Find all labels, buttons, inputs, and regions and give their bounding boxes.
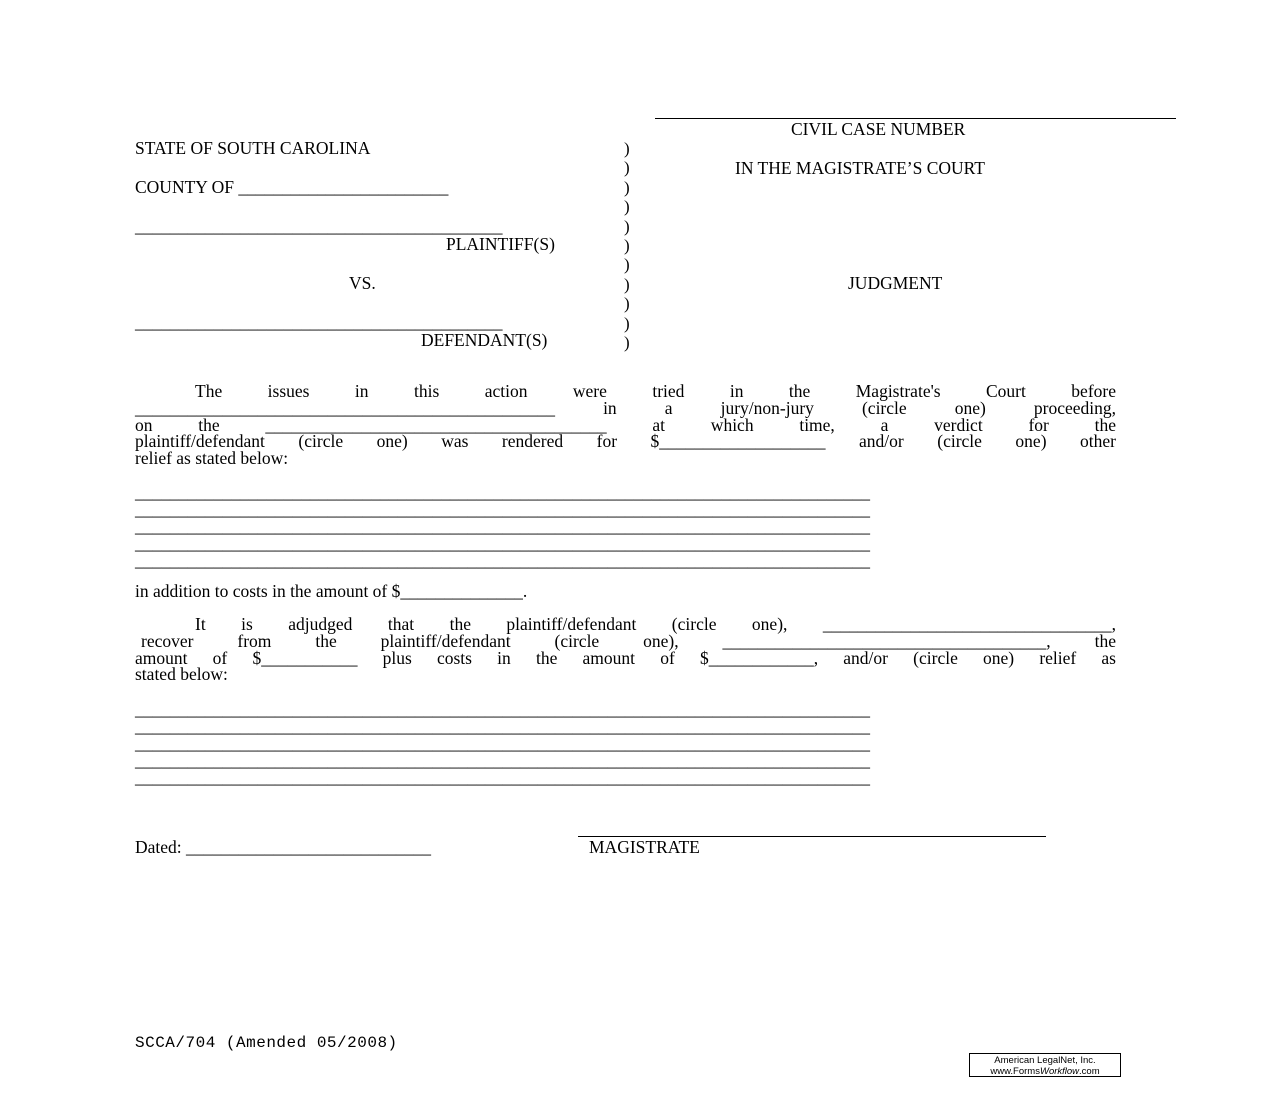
relief-lines-2 <box>135 701 1116 786</box>
logo-italic: Workflow <box>1039 1066 1080 1077</box>
court-label: IN THE MAGISTRATE’S COURT <box>735 158 985 178</box>
relief-blank-line[interactable]: ____________________________________________________________________________________ <box>135 482 870 502</box>
logo-line-1: American LegalNet, Inc. <box>994 1055 1096 1066</box>
costs-line[interactable]: in addition to costs in the amount of $______________. <box>135 581 528 601</box>
relief-blank-line[interactable]: ____________________________________________________________________________________ <box>135 516 870 536</box>
plaintiff-name-blank[interactable]: __________________________________________ <box>135 216 503 236</box>
relief-blank-line[interactable]: ____________________________________________________________________________________ <box>135 733 870 753</box>
logo-line-2 <box>970 1066 1120 1077</box>
caption-paren: ) <box>624 197 630 217</box>
caption-paren: ) <box>624 158 630 178</box>
vs-label: VS. <box>349 273 376 293</box>
relief-blank-line[interactable]: ____________________________________________________________________________________ <box>135 550 870 570</box>
relief-blank-line[interactable]: ____________________________________________________________________________________ <box>135 499 870 519</box>
trial-paragraph <box>135 383 1116 467</box>
caption-paren: ) <box>624 333 630 352</box>
county-field[interactable]: COUNTY OF ________________________ <box>135 177 449 197</box>
magistrate-label: MAGISTRATE <box>589 837 700 857</box>
relief-blank-line[interactable]: ____________________________________________________________________________________ <box>135 767 870 787</box>
caption-paren: ) <box>624 177 630 197</box>
trial-line[interactable]: plaintiff/defendant (circle one) was rendered for $___________________ and/or (circle one) other <box>135 431 1116 452</box>
trial-line[interactable]: ________________________________________________ in a jury/non-jury (circle one) proceeding, <box>135 397 1116 418</box>
adjudged-line[interactable]: recover from the plaintiff/defendant (circle one), _____________________________________, the <box>141 630 1116 651</box>
plaintiff-label: PLAINTIFF(S) <box>446 234 555 254</box>
adjudged-line[interactable]: It is adjudged that the plaintiff/defendant (circle one), _________________________________, <box>195 614 1116 634</box>
trial-line[interactable]: on the _______________________________________ at which time, a verdict for the <box>135 414 1116 435</box>
relief-blank-line[interactable]: ____________________________________________________________________________________ <box>135 750 870 770</box>
logo-prefix: www.Forms <box>990 1066 1040 1077</box>
caption-paren: ) <box>624 274 630 294</box>
caption-paren: ) <box>624 139 630 158</box>
caption-paren: ) <box>624 294 630 314</box>
relief-blank-line[interactable]: ____________________________________________________________________________________ <box>135 699 870 719</box>
state-label: STATE OF SOUTH CAROLINA <box>135 138 371 158</box>
relief-blank-line[interactable]: ____________________________________________________________________________________ <box>135 716 870 736</box>
adjudged-line[interactable]: amount of $___________ plus costs in the amount of $____________, and/or (circle one) relief as <box>135 647 1116 668</box>
defendant-label: DEFENDANT(S) <box>421 330 548 350</box>
caption-paren: ) <box>624 255 630 275</box>
document-title: JUDGMENT <box>848 273 943 293</box>
defendant-name-blank[interactable]: __________________________________________ <box>135 312 503 332</box>
caption-paren: ) <box>624 216 630 236</box>
dated-field[interactable]: Dated: ____________________________ <box>135 837 432 857</box>
caption-paren: ) <box>624 236 630 255</box>
relief-lines-1 <box>135 484 1116 569</box>
adjudged-line: stated below: <box>135 664 228 685</box>
trial-line: The issues in this action were tried in the Magistrate's Court before <box>195 381 1116 401</box>
form-id: SCCA/704 (Amended 05/2008) <box>135 1034 398 1052</box>
case-number-label: CIVIL CASE NUMBER <box>791 119 966 139</box>
trial-line: relief as stated below: <box>135 448 289 469</box>
relief-blank-line[interactable]: ____________________________________________________________________________________ <box>135 533 870 553</box>
logo-suffix: .com <box>1079 1066 1100 1077</box>
caption-paren: ) <box>624 313 630 333</box>
american-legalnet-logo <box>969 1053 1121 1077</box>
adjudged-paragraph <box>135 616 1116 683</box>
